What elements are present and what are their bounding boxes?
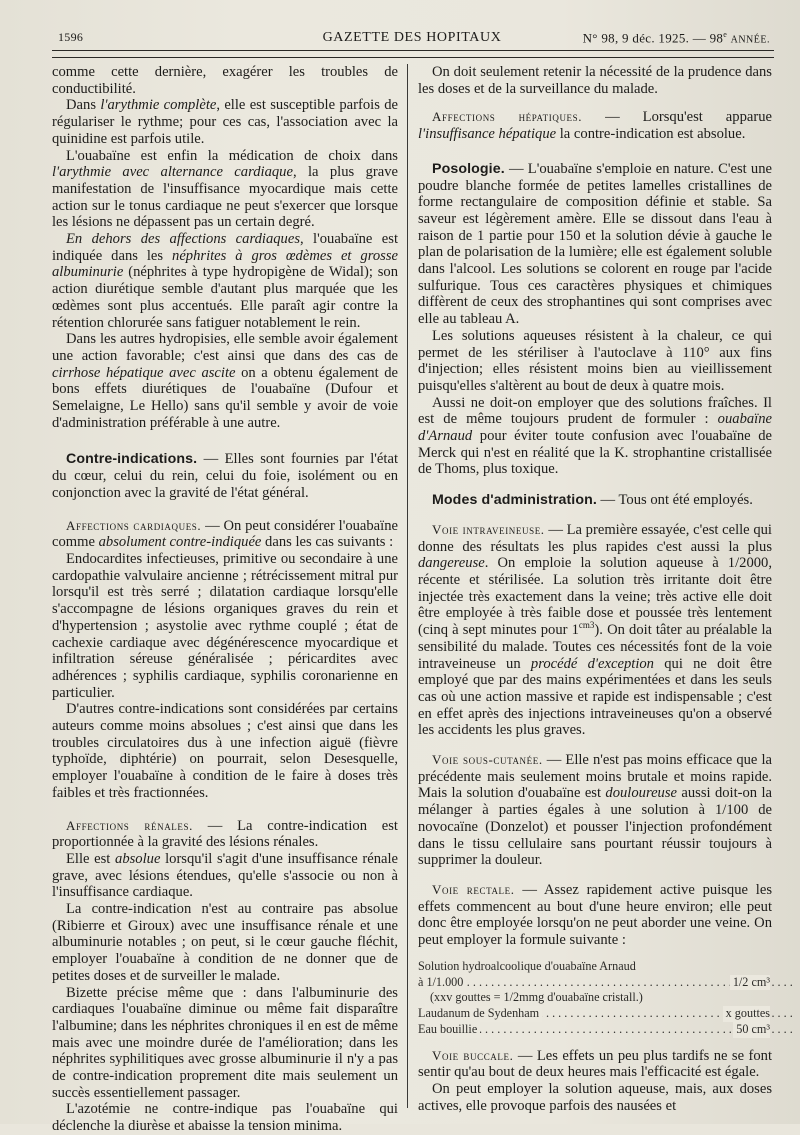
issue-sup: e [723, 30, 728, 39]
paragraph: Dans l'arythmie complète, elle est susceptible parfois de régulariser le rythme; pour ces cas, l'association avec la quinidine est parfois utile. [52, 97, 398, 147]
paragraph: Elle est absolue lorsqu'il s'agit d'une insuffisance rénale grave, avec lésions étendues, qu'elle s'associe ou non à l'insuffisance cardiaque. [52, 850, 399, 901]
paragraph: Endocardites infectieuses, primitive ou secondaire à une cardopathie valvulaire ancienne ; rétrécissement mitral pur lorsqu'il est très serré ; dilatation cardiaque lorsqu'elle s'accompagne de lésions organiques graves du rein et d'hypertension ; asystolie avec rythme couplé ; état de cachexie cardiaque avec dégénérescence myocardique et infiltration séreuse généralisée ; péricardites avec adhérences ; syphilis cardiaque, syphilis coronarienne en particulier. [52, 550, 398, 701]
paragraph: comme cette dernière, exagérer les troubles de conductibilité. [52, 64, 398, 97]
paragraph: Dans les autres hydropisies, elle semble avoir également une action favorable; c'est ainsi que dans des cas de cirrhose hépatique avec ascite on a obtenu également de bons effets diurétiques de l'ouabaïne (Dufour et Semelaigne, Le Hello) sans qu'il semble y avoir de voie d'administration préférable à une autre. [52, 331, 398, 431]
left-column [52, 64, 398, 1135]
page-header [52, 30, 772, 50]
subsection-buccale: Voie buccale. — Les effets un peu plus tardifs ne se font sentir qu'au bout de deux heures mais l'efficacité est égale. [418, 1047, 773, 1081]
page-number: 1596 [58, 30, 84, 44]
subsection-intraveineuse: Voie intraveineuse. — La première essayée, c'est celle qui donne des résultats les plus rapides c'est aussi la plus dangereuse. On emploie la solution aqueuse à 1/2000, récente et stérilisée. La solution très irritante doit être injectée très exactement dans la veine; très active elle doit être employée à très faible dose et poussée très lentement (cinq à sept minutes pour $1^{cm3}$). On doit tâter au préalable la sensibilité du malade. Toutes ces nécessités font de la voie intraveineuse un procédé d'exception qui ne doit être employé que par des mains expérimentées et dans les seuls cas où une action massive et rapide est indispensable ; c'est en effet après des injections intraveineuses qu'on a observé les accidents les plus graves. [418, 521, 772, 739]
right-column [418, 64, 772, 1115]
paragraph: La contre-indication n'est au contraire pas absolue (Ribierre et Giroux) avec une insuffisance rénale et une albuminurie notables ; on peut, si le cœur gauche fléchit, employer l'ouabaïne à condition de ne donner que de petites doses et de surveiller le malade. [52, 901, 398, 984]
subsection-rectale: Voie rectale. — Assez rapidement active puisque les effets commencent au bout d'une heure environ; elle peut donc être employée lorsqu'on ne peut aborder une veine. On peut employer la formule suivante : [418, 881, 772, 949]
subsection-cardiaques: Affections cardiaques. — On peut considérer l'ouabaïne comme absolument contre-indiquée dans les cas suivants : [52, 517, 398, 551]
section-heading: Contre-indications. [66, 451, 198, 468]
paragraph: L'ouabaïne est enfin la médication de choix dans l'arythmie avec alternance cardiaque, la plus grave manifestation de l'insuffisance myocardique mais cette action sur le tonus cardiaque ne peut s'exercer que lorsque les lésions ne dépassent pas un certain degré. [52, 147, 398, 231]
journal-title: GAZETTE DES HOPITAUX [322, 30, 502, 45]
formula-line: Solution hydroalcoolique d'ouabaïne Arnaud [418, 958, 636, 973]
paragraph: D'autres contre-indications sont considérées par certains auteurs comme moins absolues ; c'est ainsi que dans les troubles circulatoires dus à une infection aiguë (fièvre typhoïde, diphtérie) on pourrait, selon Desesquelle, employer l'ouabaïne à condition de le faire à doses très faibles et très fractionnées. [52, 701, 398, 801]
issue-number-date: N° 98, 9 déc. 1925. — 98 [582, 30, 724, 46]
header-rule-top [52, 50, 774, 51]
section-heading: Posologie. [432, 160, 505, 177]
column-divider [407, 64, 408, 1108]
subsection-heading: Affections hépatiques. [432, 109, 583, 125]
header-rule-bottom [52, 57, 774, 58]
subsection-heading: Voie intraveineuse. [432, 521, 545, 537]
prescription-formula [418, 959, 772, 1038]
paragraph: Bizette précise même que : dans l'albuminurie des cardiaques l'ouabaïne diminue ou même fait disparaître l'albumine; dans les néphrites chroniques il en est de même mais avec une moindre durée de l'amélioration; dans les néphrites syphilitiques avec grosse albuminurie il n'y a pas de contre-indication proprement dite mais seulement un succès essentiellement passager. [52, 984, 398, 1101]
issue-year-label: ANNÉE. [730, 34, 770, 46]
formula-line: . . . Eau bouillie 50 cm³ [418, 1022, 772, 1038]
subsection-heading: Voie buccale. [432, 1047, 514, 1063]
section-posologie: Posologie. — L'ouabaïne s'emploie en nature. C'est une poudre blanche formée de petites lamelles cristallines de forme rectangulaire de composition définie et stable. Sa saveur est légèrement amère. Elle se dissout dans l'eau à raison de 1 partie pour 150 et la solution dévie à gauche le plan de polarisation de la lumière; elle est également soluble dans l'alcool. Les solutions se colorent en rouge par l'acide sulfurique. Tous ces caractères physiques et chimiques diffèrent de ceux des strophantines qui sont comprises avec elle au tableau A. [418, 160, 772, 328]
paragraph: En dehors des affections cardiaques, l'ouabaïne est indiquée dans les néphrites à gros œdèmes et grosse albuminurie (néphrites à type hydropigène de Widal); son action diurétique semble d'autant plus marquée que les œdèmes sont plus accentués. Elle paraît agir contre la rétention chlorurée sans fatiguer notablement le rein. [52, 231, 398, 331]
paragraph: L'azotémie ne contre-indique pas l'ouabaïne qui déclenche la diurèse et abaisse la tension minima. [52, 1101, 398, 1135]
paragraph: On doit seulement retenir la nécessité de la prudence dans les doses et de la surveillance du malade. [418, 64, 772, 97]
formula-line: . . . à 1/1.000 1/2 cm³ [418, 975, 772, 991]
subsection-heading: Affections rénales. [66, 817, 193, 833]
subsection-renales: Affections rénales. — La contre-indication est proportionnée à la gravité des lésions rénales. [52, 817, 398, 851]
section-contre-indications: Contre-indications. — Elles sont fournies par l'état du cœur, celui du rein, celui du foie, isolément ou en conjonction avec la gravité de l'état général. [52, 451, 398, 501]
paragraph: On peut employer la solution aqueuse, mais, aux doses actives, elle provoque parfois des nausées et [418, 1081, 772, 1114]
issue-info [583, 30, 770, 46]
subsection-hepatiques: Affections hépatiques. — Lorsqu'est apparue l'insuffisance hépatique la contre-indication est absolue. [418, 109, 772, 143]
paragraph: Aussi ne doit-on employer que des solutions fraîches. Il est de même toujours prudent de formuler : ouabaïne d'Arnaud pour éviter toute confusion avec l'ouabaïne de Merck qui n'est en réalité que la K. strophantine cristallisée de Thoms, plus toxique. [418, 394, 772, 478]
subsection-sous-cutanee: Voie sous-cutanée. — Elle n'est pas moins efficace que la précédente mais seulement moins brutale et moins rapide. Mais la solution d'ouabaïne est douloureuse aussi doit-on la mélanger à parties égales à une solution à 1/100 de novocaïne (Donzelot) et pousser l'injection profondément dans le tissu cellulaire sans pourtant réussir toujours à supprimer la douleur. [418, 752, 772, 869]
section-modes: Modes d'administration. — Tous ont été employés. [432, 492, 753, 509]
subsection-heading: Voie rectale. [432, 881, 515, 897]
subsection-heading: Voie sous-cutanée. [432, 752, 543, 768]
subsection-heading: Affections cardiaques. [66, 517, 202, 533]
formula-line: (xxv gouttes = 1/2mmg d'ouabaïne cristall.) [430, 990, 643, 1005]
paragraph: Les solutions aqueuses résistent à la chaleur, ce qui permet de les stériliser à l'autoclave à 110° aux fins d'injection; elles résistent moins bien au vieillissement puisqu'elles s'altèrent au bout de deux à quatre mois. [418, 327, 772, 394]
formula-line: . . . Laudanum de Sydenham x gouttes [418, 1006, 772, 1022]
section-heading: Modes d'administration. [432, 492, 597, 509]
